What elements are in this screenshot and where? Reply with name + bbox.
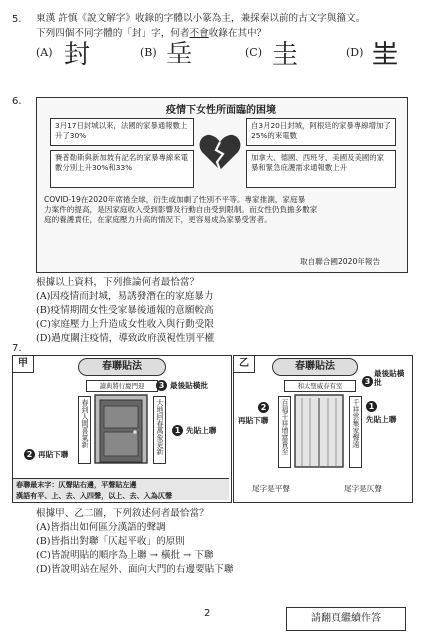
broken-heart-icon [198,132,242,172]
q6-left-bottom-stat: 賽普勒斯與新加坡有記名的家暴專線來電數分別上升30%和33% [50,150,194,188]
q7-right-title: 春聯貼法 [272,358,358,376]
step-3-badge-right: 3 [362,376,373,387]
q7-left-rule-line2: 漢語有平、上、去、入四聲，以上、去、入為仄聲 [16,491,173,500]
q6-right-bottom-stat: 加拿大、德國、西班牙、美國及美國的家暴和緊急庇護需求通報數上升 [246,150,396,188]
page-number: 2 [204,608,211,619]
q7-left-banner: 讀典將行慶門迎 [86,380,158,392]
q7-right-couplet-left: 百福千祥增富貴至 [278,396,291,468]
question-6-number: 6. [12,96,22,107]
q7-panel-yi-tag: 乙 [233,355,255,373]
q7-left-couplet-left: 春到人間喜氣新 [78,396,91,464]
q6-option-d[interactable]: (D)過度關注疫情，導致政府漠視性別平權 [36,333,215,344]
q7-left-label-2: 再貼下聯 [38,450,69,459]
q6-infographic-title: 疫情下女性所面臨的困境 [166,105,276,116]
q7-right-label-2: 再貼下聯 [238,416,269,425]
q5-option-c-label[interactable]: (C) [245,46,262,59]
question-5-stem-line2: 下列四個不同字體的「封」字，何者不會收錄在其中？ [36,28,267,39]
q6-body-text [44,195,400,225]
step-3-badge: 3 [156,380,167,391]
q5-option-c-glyph: 圭 [272,40,299,70]
q6-option-c[interactable]: (C)家庭壓力上升造成女性收入與行動受限 [36,319,214,330]
q6-right-top-stat: 自3月20日封城，阿根廷的家暴專線增加了25%的來電數 [246,118,396,146]
step-2-badge: 2 [24,449,35,460]
q6-question: 根據以上資料，下列推論何者最恰當？ [36,277,200,288]
q6-option-a[interactable]: (A)因疫情而封城，易誘發潛在的家庭暴力 [36,291,214,302]
question-5-stem-line1: 東漢 許慎《說文解字》收錄的字體以小篆為主，兼採秦以前的古文字與籀文。 [36,13,366,24]
q7-right-label-1: 先貼上聯 [366,415,397,424]
q7-left-rule-line1: 春聯最末字：仄聲貼右邊，平聲貼左邊 [16,480,137,489]
q6-body-line1: COVID-19在2020年席捲全球，衍生或加劇了性別不平等。專家推測，家庭暴 [44,195,306,204]
q7-panel-jia-tag: 甲 [12,355,34,373]
question-7-number: 7. [12,343,22,354]
question-5-number: 5. [12,14,22,25]
q6-option-b[interactable]: (B)疫情期間女性受家暴後通報的意願較高 [36,305,214,316]
wooden-door-icon [294,394,344,468]
q5-option-d-glyph: 𡉚 [372,40,399,70]
q7-right-caption-left: 尾字是平聲 [252,484,290,493]
q6-body-line3: 庭的養護責任，在家庭壓力升高的情況下，更容易成為家暴受害者。 [44,215,272,224]
q7-left-rule [13,478,229,500]
q7-right-banner: 和太聖威春有室 [284,380,356,392]
step-1-badge: 1 [172,425,183,436]
q7-left-label-1: 先貼上聯 [186,426,217,435]
step-2-badge-right: 2 [258,402,269,413]
q7-option-d[interactable]: (D)皆說明站在屋外、面向大門的右邊要貼下聯 [36,564,234,575]
continue-notice: 請翻頁繼續作答 [286,607,406,631]
q7-option-a[interactable]: (A)皆指出如何區分漢語的聲調 [36,522,166,533]
q6-source: 取自聯合國2020年報告 [300,257,381,266]
q5-option-b-glyph: 𡊣 [166,40,193,70]
q5-option-a-label[interactable]: (A) [36,46,53,59]
q7-right-caption-right: 尾字是仄聲 [344,484,382,493]
q7-left-couplet-right: 大地回春萬象更新 [153,396,166,464]
door-icon [94,394,148,464]
q7-right-label-3: 最後貼橫批 [374,369,405,387]
q7-question: 根據甲、乙二圖，下列敘述何者最恰當？ [36,508,209,519]
q7-left-title: 春聯貼法 [78,358,166,376]
q6-body-line2: 力案件的提高，是因家庭收入受到影響及行動自由受到限制。而女性仍負擔多數家 [44,205,318,214]
q5-option-d-label[interactable]: (D) [346,46,364,59]
step-1-badge-right: 1 [366,401,377,412]
q5-option-a-glyph: 封 [64,40,91,70]
q7-left-label-3: 最後貼橫批 [170,381,208,390]
q7-option-b[interactable]: (B)皆指出對聯「仄起平收」的原則 [36,536,185,547]
q6-left-top-stat: 3月17日封城以來，法國的家暴通報數上升了30% [50,118,194,146]
q5-option-b-label[interactable]: (B) [140,46,157,59]
q7-right-couplet-right: 千祥雲集家聲遠 [349,396,362,468]
q7-option-c[interactable]: (C)皆說明貼的順序為上聯 → 橫批 → 下聯 [36,550,214,561]
